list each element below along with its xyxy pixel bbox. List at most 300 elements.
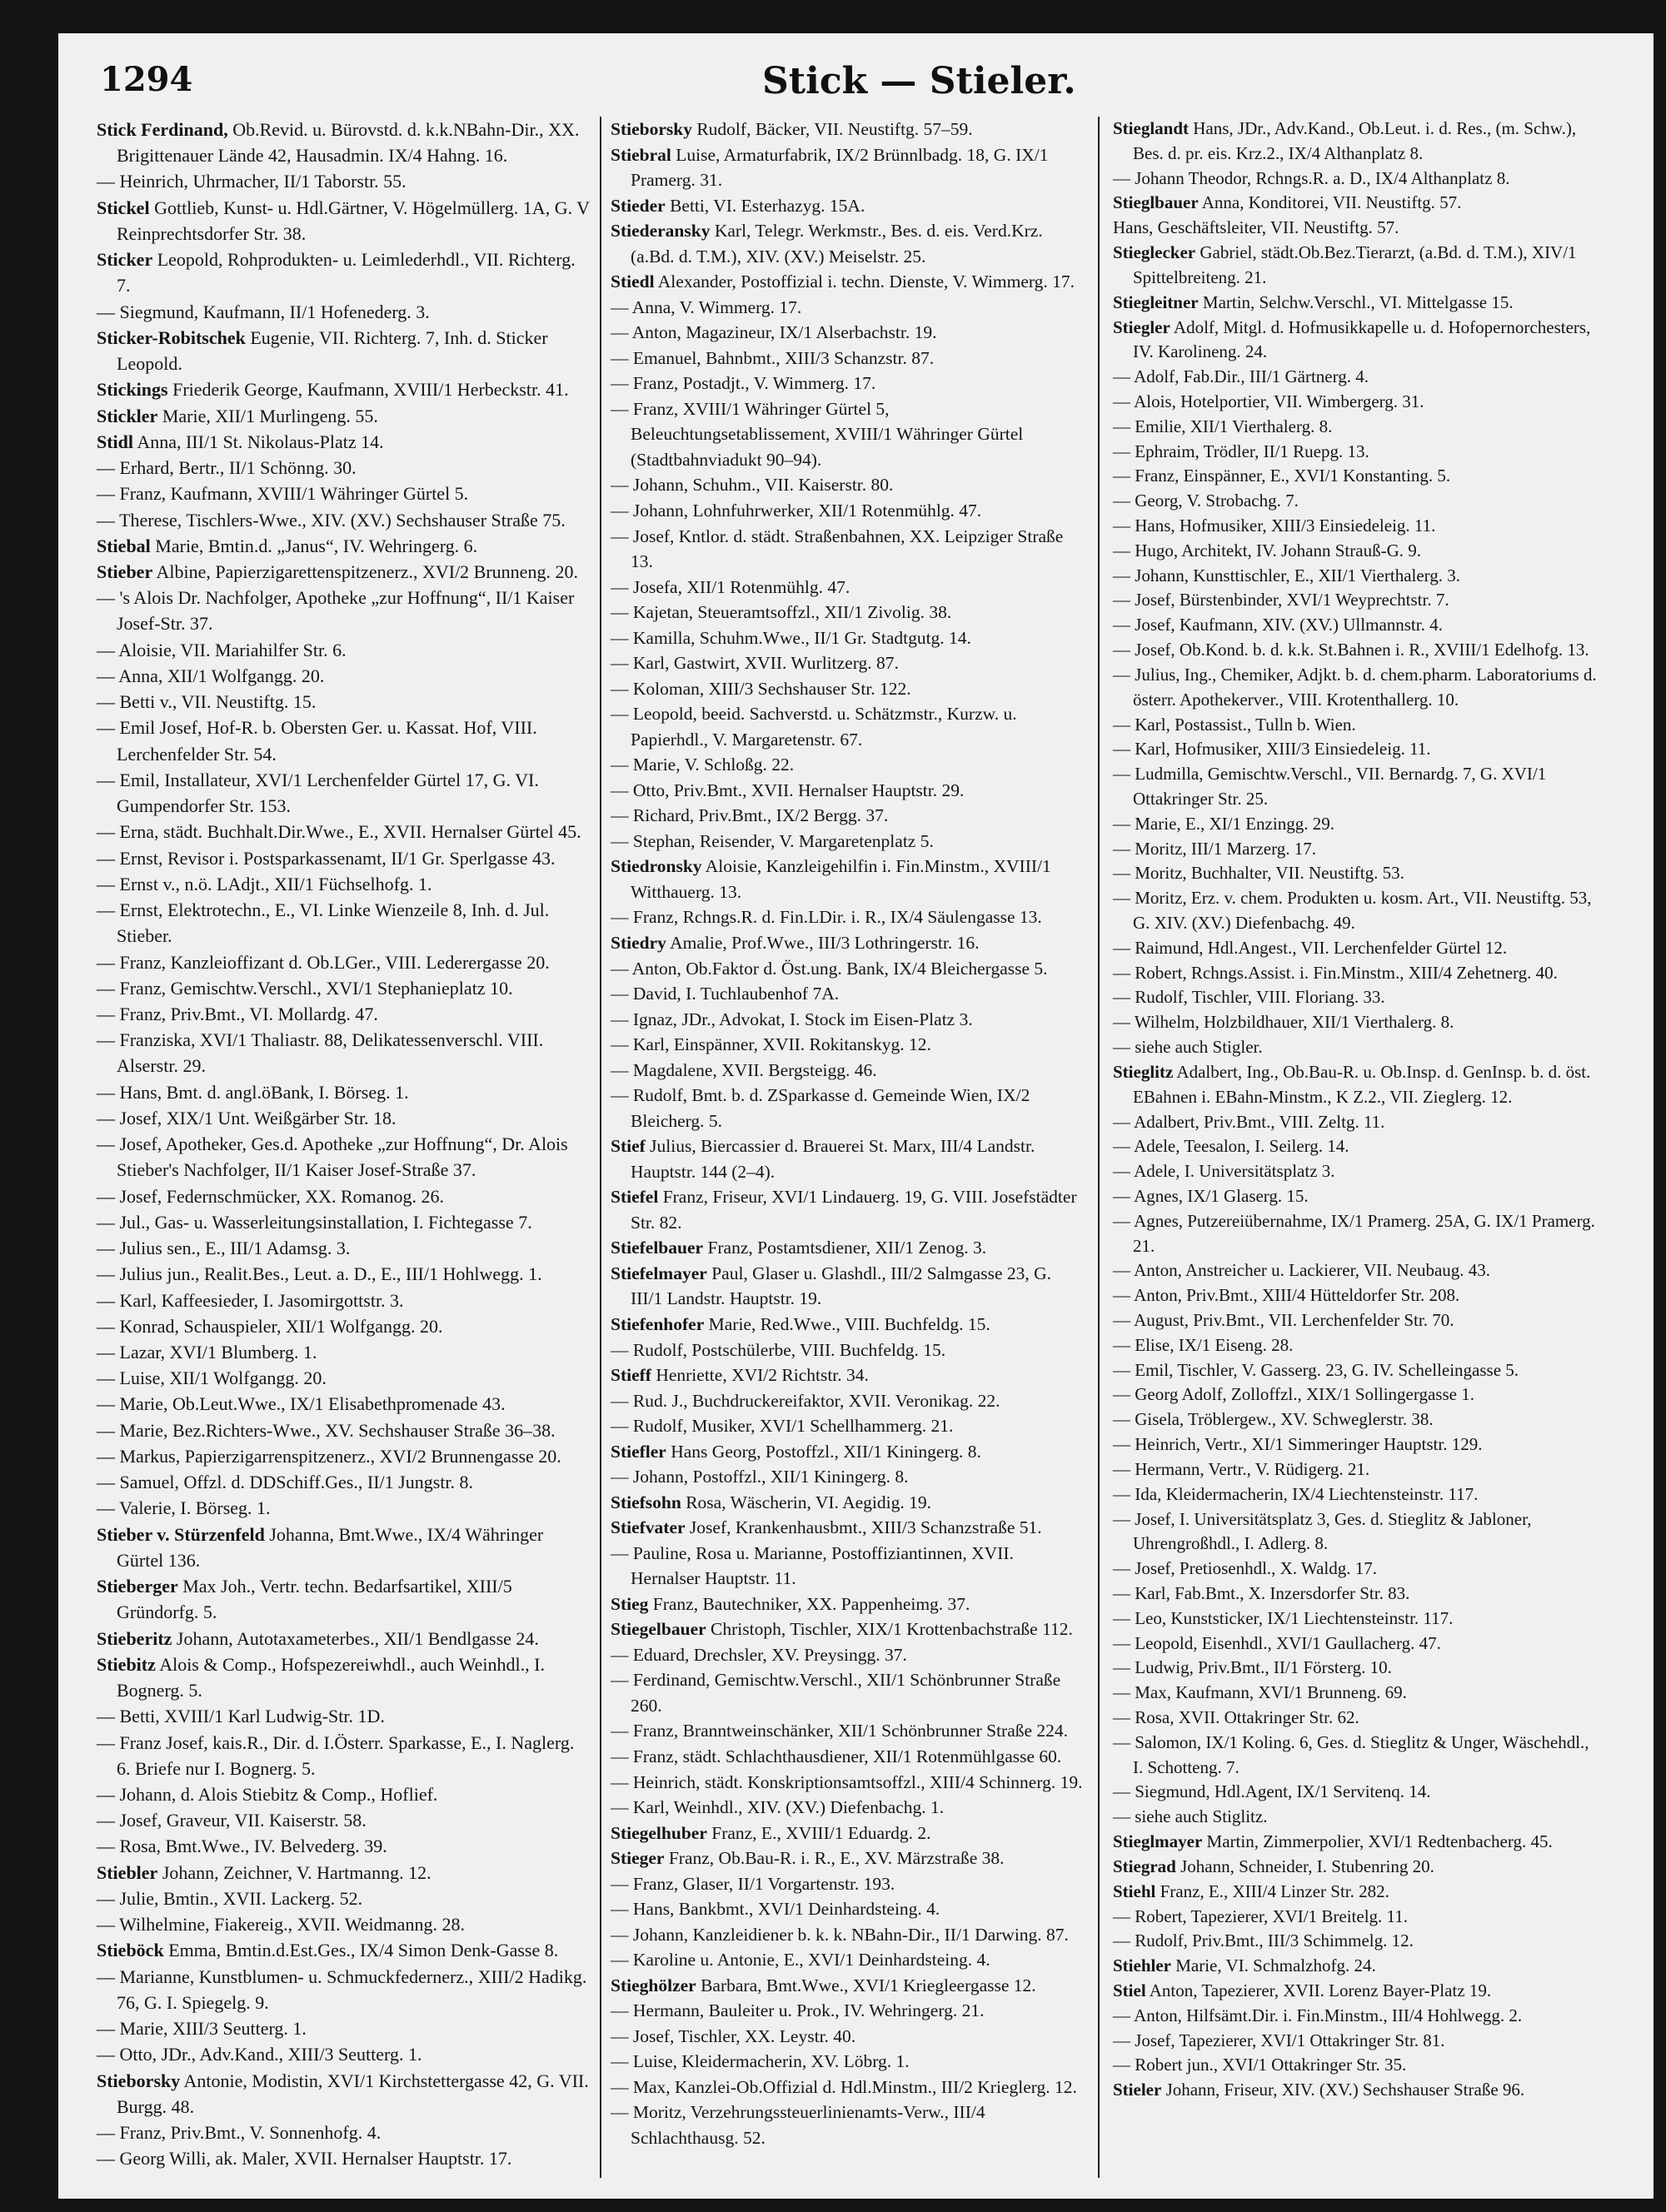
entry-text: — Franz, Gemischtw.Verschl., XVI/1 Stephanieplatz 10. [97, 977, 513, 999]
entry-text: — Betti v., VII. Neustiftg. 15. [97, 691, 317, 713]
entry-text: Marie, Red.Wwe., VIII. Buchfeldg. 15. [708, 1313, 990, 1334]
directory-entry [1113, 1209, 1600, 1259]
entry-text: Johanna, Bmt.Wwe., IX/4 Währinger Gürtel 136. [117, 1523, 544, 1571]
entry-surname: Stieghölzer [611, 1975, 696, 1995]
entry-surname: Sticker [97, 249, 153, 271]
directory-entry [97, 117, 590, 168]
directory-entry [611, 1338, 1087, 1363]
directory-entry [97, 637, 590, 663]
entry-text: Johann, Schneider, I. Stubenring 20. [1180, 1856, 1434, 1876]
entry-text: — Julie, Bmtin., XVII. Lackerg. 52. [97, 1887, 363, 1909]
directory-entry [97, 2015, 590, 2041]
directory-entry [1113, 1582, 1600, 1607]
directory-entry [1113, 1184, 1600, 1209]
directory-entry [611, 1871, 1087, 1897]
entry-surname: Stiefel [611, 1187, 659, 1208]
directory-entry [611, 650, 1087, 676]
entry-text: Eugenie, VII. Richterg. 7, Inh. d. Sticker Leopold. [117, 326, 548, 375]
entry-text: Anton, Tapezierer, XVII. Lorenz Bayer-Platz 19. [1149, 1980, 1492, 2000]
directory-entry [611, 117, 1087, 142]
entry-text: — Wilhelm, Holzbildhauer, XII/1 Vierthalerg. 8. [1113, 1012, 1454, 1033]
entry-text: — Hugo, Architekt, IV. Johann Strauß-G. 9. [1113, 540, 1421, 560]
entry-surname: Stieberitz [97, 1627, 172, 1649]
directory-entry [611, 1235, 1087, 1261]
directory-entry [1113, 1656, 1600, 1681]
directory-entry [1113, 1929, 1600, 1954]
entry-text: — Hans, Bankbmt., XVI/1 Deinhardsteing. 4. [611, 1899, 940, 1920]
directory-entry [1113, 117, 1600, 167]
directory-entry [611, 1464, 1087, 1490]
directory-entry [611, 1312, 1087, 1338]
entry-surname: Stieff [611, 1365, 651, 1386]
directory-entry [611, 930, 1087, 956]
entry-text: Johann, Zeichner, V. Hartmanng. 12. [162, 1861, 431, 1883]
entry-surname: Stiefelbauer [611, 1238, 704, 1258]
entry-text: Franz, Bautechniker, XX. Pappenheimg. 37. [652, 1593, 970, 1614]
entry-text: — Erna, städt. Buchhalt.Dir.Wwe., E., XVII. Hernalser Gürtel 45. [97, 821, 581, 843]
entry-text: — Hermann, Vertr., V. Rüdigerg. 21. [1113, 1458, 1370, 1479]
entry-text: — Hans, Bmt. d. angl.öBank, I. Börseg. 1. [97, 1081, 409, 1103]
directory-entry [1113, 1333, 1600, 1358]
entry-text: — Karl, Gastwirt, XVII. Wurlitzerg. 87. [611, 653, 899, 674]
column-rule [1098, 117, 1100, 2178]
directory-entry [97, 1027, 590, 1079]
entry-text: Max Joh., Vertr. techn. Bedarfsartikel, XIII/5 Gründorfg. 5. [117, 1576, 512, 1623]
entry-text: — Rudolf, Tischler, VIII. Floriang. 33. [1113, 987, 1385, 1008]
directory-entry [1113, 1283, 1600, 1308]
directory-entry [1113, 638, 1600, 663]
entry-text: — Ignaz, JDr., Advokat, I. Stock im Eisen-Platz 3. [611, 1009, 973, 1029]
entry-text: — Moritz, Erz. v. chem. Produkten u. kosm. Art., VII. Neustiftg. 53, G. XIV. (XV.) Diefenbachg. 49. [1113, 888, 1592, 933]
directory-entry [1113, 464, 1600, 489]
entry-text: — Karl, Postassist., Tulln b. Wien. [1113, 714, 1356, 735]
entry-text: — Georg Adolf, Zolloffzl., XIX/1 Sollingergasse 1. [1113, 1384, 1474, 1405]
directory-entry [97, 1235, 590, 1261]
entry-text: — Josef, XIX/1 Unt. Weißgärber Str. 18. [97, 1107, 397, 1128]
directory-entry [611, 1439, 1087, 1465]
directory-entry [1113, 291, 1600, 316]
entry-text: — Rud. J., Buchdruckereifaktor, XVII. Veronikag. 22. [611, 1390, 1000, 1411]
entry-text: — Adolf, Fab.Dir., III/1 Gärtnerg. 4. [1113, 366, 1369, 387]
directory-entry [1113, 2078, 1600, 2103]
entry-text: — Georg Willi, ak. Maler, XVII. Hernalser Hauptstr. 17. [97, 2148, 512, 2170]
entry-text: Amalie, Prof.Wwe., III/3 Lothringerstr. 16. [670, 933, 980, 953]
entry-text: Aloisie, Kanzleigehilfin i. Fin.Minstm., XVIII/1 Witthauerg. 13. [631, 856, 1051, 902]
directory-entry [97, 1365, 590, 1391]
directory-entry [611, 218, 1087, 269]
entry-text: Marie, Bmtin.d. „Janus“, IV. Wehringerg. 6. [155, 535, 478, 556]
entry-surname: Stiegelhuber [611, 1822, 707, 1843]
entry-text: — Franziska, XVI/1 Thaliastr. 88, Delikatessenverschl. VIII. Alserstr. 29. [97, 1029, 544, 1077]
directory-entry [611, 2049, 1087, 2075]
entry-text: — Moritz, III/1 Marzerg. 17. [1113, 838, 1316, 859]
entry-text: — Max, Kanzlei-Ob.Offizial d. Hdl.Minstm., III/2 Krieglerg. 12. [611, 2076, 1077, 2097]
directory-entry [611, 472, 1087, 498]
directory-entry [611, 193, 1087, 219]
entry-surname: Stick Ferdinand, [97, 119, 228, 140]
directory-entry [611, 2024, 1087, 2050]
directory-entry [1113, 1954, 1600, 1979]
entry-text: Rosa, Wäscherin, VI. Aegidig. 19. [686, 1492, 931, 1512]
directory-entry [97, 1522, 590, 1573]
entry-text: Karl, Telegr. Werkmstr., Bes. d. eis. Verd.Krz. (a.Bd. d. T.M.), XIV. (XV.) Meiselstr. 25. [631, 221, 1043, 267]
directory-entry [97, 168, 590, 194]
directory-entry [1113, 1905, 1600, 1930]
directory-entry [97, 325, 590, 376]
directory-column-2 [611, 117, 1087, 2151]
entry-surname: Stiefler [611, 1441, 666, 1462]
directory-entry [97, 845, 590, 871]
entry-text: — Robert, Rchngs.Assist. i. Fin.Minstm., XIII/4 Zehetnerg. 40. [1113, 962, 1558, 983]
directory-entry [611, 1846, 1087, 1871]
entry-surname: Stiefenhofer [611, 1313, 705, 1334]
entry-text: — Emil, Installateur, XVI/1 Lerchenfelder Gürtel 17, G. VI. Gumpendorfer Str. 153. [97, 769, 539, 817]
entry-text: — Anton, Anstreicher u. Lackierer, VII. Neubaug. 43. [1113, 1260, 1491, 1281]
entry-text: Alois & Comp., Hofspezereiwhdl., auch Weinhdl., I. Bognerg. 5. [117, 1653, 545, 1701]
entry-text: — Robert jun., XVI/1 Ottakringer Str. 35. [1113, 2055, 1407, 2075]
entry-text: — Aloisie, VII. Mariahilfer Str. 6. [97, 639, 347, 660]
entry-text: Martin, Zimmerpolier, XVI/1 Redtenbacherg. 45. [1206, 1831, 1553, 1852]
entry-text: — Therese, Tischlers-Wwe., XIV. (XV.) Sechshauser Straße 75. [97, 509, 566, 531]
entry-text: — Josef, Graveur, VII. Kaiserstr. 58. [97, 1810, 367, 1831]
entry-surname: Stieglitz [1113, 1061, 1174, 1082]
entry-text: Paul, Glaser u. Glashdl., III/2 Salmgasse 23, G. III/1 Landstr. Hauptstr. 19. [631, 1263, 1052, 1309]
entry-text: — Kamilla, Schuhm.Wwe., II/1 Gr. Stadtgutg. 14. [611, 627, 971, 648]
directory-entry [97, 871, 590, 897]
entry-text: — Stephan, Reisender, V. Margaretenplatz 5. [611, 830, 934, 851]
entry-surname: Stiel [1113, 1980, 1146, 2000]
directory-entry [611, 1032, 1087, 1058]
entry-text: — Anton, Priv.Bmt., XIII/4 Hütteldorfer Str. 208. [1113, 1285, 1460, 1306]
directory-entry [1113, 1134, 1600, 1159]
directory-entry [97, 1703, 590, 1729]
directory-entry [97, 1937, 590, 1963]
directory-entry [97, 533, 590, 559]
directory-entry [1113, 737, 1600, 762]
entry-text: Antonie, Modistin, XVI/1 Kirchstettergasse 42, G. VII. Burgg. 48. [117, 2070, 589, 2117]
entry-surname: Stieglmayer [1113, 1831, 1203, 1852]
entry-text: Johann, Friseur, XIV. (XV.) Sechshauser Straße 96. [1165, 2080, 1525, 2100]
directory-entry [1113, 588, 1600, 613]
entry-text: — Franz, Branntweinschänker, XII/1 Schönbrunner Straße 224. [611, 1721, 1069, 1741]
entry-surname: Stiefsohn [611, 1492, 681, 1512]
directory-entry [1113, 1632, 1600, 1657]
directory-entry [611, 498, 1087, 524]
directory-entry [1113, 1681, 1600, 1706]
entry-text: — Josef, Federnschmücker, XX. Romanog. 26. [97, 1185, 445, 1207]
entry-text: — Marie, Bez.Richters-Wwe., XV. Sechshauser Straße 36–38. [97, 1419, 556, 1441]
entry-surname: Stiehler [1113, 1955, 1171, 1976]
entry-text: — Franz, Kaufmann, XVIII/1 Währinger Gürtel 5. [97, 483, 469, 505]
entry-surname: Stieglecker [1113, 242, 1196, 263]
directory-entry [97, 403, 590, 429]
entry-text: Franz, Ob.Bau-R. i. R., E., XV. Märzstraße 38. [668, 1848, 1005, 1869]
directory-entry [97, 1313, 590, 1339]
directory-entry [97, 715, 590, 766]
directory-entry [611, 600, 1087, 625]
entry-text: — Julius jun., Realit.Bes., Leut. a. D., E., III/1 Hohlwegg. 1. [97, 1263, 542, 1285]
entry-text: — Franz, Glaser, II/1 Vorgartenstr. 193. [611, 1873, 895, 1894]
entry-text: — siehe auch Stigler. [1113, 1037, 1263, 1058]
entry-text: — Franz, Kanzleioffizant d. Ob.LGer., VIII. Lederergasse 20. [97, 951, 550, 973]
directory-entry [97, 429, 590, 455]
directory-entry [1113, 1110, 1600, 1135]
directory-entry [611, 778, 1087, 804]
directory-entry [97, 1001, 590, 1027]
directory-entry [611, 1388, 1087, 1414]
entry-text: — Josef, Kaufmann, XIV. (XV.) Ullmannstr. 4. [1113, 615, 1443, 635]
entry-text: Anna, Konditorei, VII. Neustiftg. 57. [1201, 192, 1462, 213]
entry-text: — Ephraim, Trödler, II/1 Ruepg. 13. [1113, 441, 1369, 461]
entry-surname: Stiebler [97, 1861, 158, 1883]
entry-text: — Adalbert, Priv.Bmt., VIII. Zeltg. 11. [1113, 1111, 1385, 1132]
directory-entry [611, 676, 1087, 702]
entry-text: — Emanuel, Bahnbmt., XIII/3 Schanzstr. 87. [611, 347, 935, 368]
entry-text: — Rudolf, Bmt. b. d. ZSparkasse d. Gemeinde Wien, IX/2 Bleicherg. 5. [611, 1085, 1030, 1131]
entry-text: — Adele, I. Universitätsplatz 3. [1113, 1161, 1335, 1182]
entry-text: Julius, Biercassier d. Brauerei St. Marx, III/4 Landstr. Hauptstr. 144 (2–4). [631, 1136, 1035, 1182]
directory-entry [1113, 1557, 1600, 1582]
entry-text: — Jul., Gas- u. Wasserleitungsinstallation, I. Fichtegasse 7. [97, 1211, 532, 1233]
directory-entry [611, 346, 1087, 371]
entry-text: Albine, Papierzigarettenspitzenerz., XVI/2 Brunneng. 20. [156, 560, 578, 582]
entry-text: — Anna, XII/1 Wolfgangg. 20. [97, 665, 325, 686]
entry-text: — Anton, Ob.Faktor d. Öst.ung. Bank, IX/4 Bleichergasse 5. [611, 958, 1048, 979]
entry-surname: Stieborsky [97, 2070, 181, 2091]
directory-entry [97, 1391, 590, 1417]
entry-text: — Siegmund, Hdl.Agent, IX/1 Servitenq. 14. [1113, 1781, 1431, 1802]
directory-entry [97, 195, 590, 247]
directory-entry [1113, 440, 1600, 465]
directory-entry [611, 1770, 1087, 1796]
entry-text: — Karl, Fab.Bmt., X. Inzersdorfer Str. 83. [1113, 1582, 1410, 1603]
entry-surname: Stief [611, 1136, 646, 1157]
directory-entry [611, 2100, 1087, 2150]
entry-text: — August, Priv.Bmt., VII. Lerchenfelder Str. 70. [1113, 1310, 1454, 1330]
directory-entry [611, 1821, 1087, 1846]
entry-text: — Marie, V. Schloßg. 22. [611, 755, 795, 775]
directory-entry [611, 1007, 1087, 1033]
directory-entry [611, 371, 1087, 396]
entry-surname: Stieberger [97, 1576, 178, 1597]
entry-text: Gabriel, städt.Ob.Bez.Tierarzt, (a.Bd. d. T.M.), XIV/1 Spittelbreiteng. 21. [1133, 242, 1577, 287]
directory-entry [611, 1058, 1087, 1084]
running-head: Stick — Stieler. [762, 60, 1076, 102]
entry-text: — Karl, Hofmusiker, XIII/3 Einsiedeleig. 11. [1113, 739, 1431, 760]
entry-text: — Rudolf, Postschülerbe, VIII. Buchfeldg. 15. [611, 1339, 946, 1360]
entry-surname: Stieler [1113, 2080, 1162, 2100]
entry-surname: Stiegelbauer [611, 1619, 706, 1640]
directory-entry [611, 2075, 1087, 2100]
directory-entry [97, 1860, 590, 1886]
directory-entry [1113, 1507, 1600, 1557]
directory-entry [1113, 936, 1600, 961]
entry-text: Anna, III/1 St. Nikolaus-Platz 14. [137, 431, 384, 452]
entry-text: Marie, VI. Schmalzhofg. 24. [1175, 1955, 1376, 1976]
directory-entry [611, 854, 1087, 904]
directory-entry [1113, 1830, 1600, 1855]
entry-text: — Betti, XVIII/1 Karl Ludwig-Str. 1D. [97, 1706, 385, 1727]
entry-text: — Erhard, Bertr., II/1 Schönng. 30. [97, 457, 357, 479]
entry-text: — Magdalene, XVII. Bergsteigg. 46. [611, 1059, 877, 1080]
entry-text: — Johann, Postoffzl., XII/1 Kiningerg. 8. [611, 1467, 909, 1487]
directory-entry [97, 1626, 590, 1652]
directory-entry [1113, 837, 1600, 862]
entry-surname: Stieger [611, 1848, 665, 1869]
entry-text: — Josef, Kntlor. d. städt. Straßenbahnen, XX. Leipziger Straße 13. [611, 526, 1064, 572]
entry-text: — Karl, Weinhdl., XIV. (XV.) Diefenbachg. 1. [611, 1797, 945, 1818]
directory-entry [611, 320, 1087, 346]
entry-surname: Stieg [611, 1593, 649, 1614]
directory-entry [97, 1573, 590, 1625]
entry-text: — Ernst v., n.ö. LAdjt., XII/1 Füchselhofg. 1. [97, 873, 432, 894]
entry-text: — Karl, Einspänner, XVII. Rokitanskyg. 12. [611, 1034, 931, 1055]
entry-text: — Ernst, Revisor i. Postsparkassenamt, II/1 Gr. Sperlgasse 43. [97, 847, 556, 869]
entry-text: — Robert, Tapezierer, XVI/1 Breitelg. 11. [1113, 1906, 1408, 1926]
entry-text: — Julius, Ing., Chemiker, Adjkt. b. d. chem.pharm. Laboratoriums d. österr. Apothekerver., VIII. Krotenthallerg. 10. [1113, 664, 1597, 710]
directory-entry [97, 767, 590, 819]
directory-entry [1113, 216, 1600, 241]
entry-text: — David, I. Tuchlaubenhof 7A. [611, 984, 840, 1004]
directory-entry [611, 625, 1087, 651]
directory-entry [97, 689, 590, 715]
directory-entry [1113, 489, 1600, 514]
entry-surname: Stiedl [611, 272, 655, 292]
entry-text: — Koloman, XIII/3 Sechshauser Str. 122. [611, 678, 911, 699]
entry-text: — Anton, Hilfsämt.Dir. i. Fin.Minstm., III/4 Hohlwegg. 2. [1113, 2005, 1523, 2025]
entry-text: — Emil Josef, Hof-R. b. Obersten Ger. u. Kassat. Hof, VIII. Lerchenfelder Str. 54. [97, 717, 537, 765]
directory-entry [611, 1617, 1087, 1642]
entry-text: — Ernst, Elektrotechn., E., VI. Linke Wienzeile 8, Inh. d. Jul. Stieber. [97, 899, 550, 947]
entry-text: — Richard, Priv.Bmt., IX/2 Bergg. 37. [611, 805, 889, 826]
directory-entry [1113, 1407, 1600, 1432]
entry-text: — Karoline u. Antonie, E., XVI/1 Deinhardsteing. 4. [611, 1950, 990, 1970]
column-rule [600, 117, 601, 2178]
entry-text: — Otto, Priv.Bmt., XVII. Hernalser Hauptstr. 29. [611, 780, 965, 800]
directory-entry [611, 1947, 1087, 1973]
entry-text: — Lazar, XVI/1 Blumberg. 1. [97, 1342, 317, 1363]
entry-text: — Johann, Kunsttischler, E., XII/1 Vierthalerg. 3. [1113, 565, 1461, 585]
entry-text: — Franz, Einspänner, E., XVI/1 Konstanting. 5. [1113, 466, 1451, 486]
directory-entry [97, 1417, 590, 1443]
entry-surname: Stiedry [611, 933, 666, 953]
entry-text: Josef, Krankenhausbmt., XIII/3 Schanzstraße 51. [689, 1517, 1042, 1538]
directory-entry [97, 1652, 590, 1703]
directory-entry [611, 1718, 1087, 1744]
directory-entry [97, 507, 590, 533]
entry-text: Emma, Bmtin.d.Est.Ges., IX/4 Simon Denk-Gasse 8. [168, 1940, 559, 1961]
entry-text: — Josef, Ob.Kond. b. d. k.k. St.Bahnen i. R., XVIII/1 Edelhofg. 13. [1113, 640, 1589, 660]
entry-text: — Karl, Kaffeesieder, I. Jasomirgottstr. 3. [97, 1289, 404, 1311]
directory-entry [97, 1833, 590, 1859]
directory-entry [611, 1795, 1087, 1821]
directory-entry [611, 1541, 1087, 1592]
directory-entry [97, 1105, 590, 1131]
directory-entry [611, 1363, 1087, 1388]
entry-text: Hans, Geschäftsleiter, VII. Neustiftg. 57. [1113, 217, 1399, 238]
page-number: 1294 [100, 60, 193, 99]
entry-surname: Sticker-Robitschek [97, 326, 246, 348]
entry-text: — Ludwig, Priv.Bmt., II/1 Försterg. 10. [1113, 1657, 1392, 1678]
entry-surname: Stiegleitner [1113, 291, 1199, 312]
entry-text: Barbara, Bmt.Wwe., XVI/1 Kriegleergasse 12. [701, 1975, 1036, 1995]
directory-entry [611, 1922, 1087, 1948]
entry-text: — Valerie, I. Börseg. 1. [97, 1497, 271, 1519]
directory-entry [97, 1339, 590, 1365]
entry-text: — Luise, Kleidermacherin, XV. Löbrg. 1. [611, 2051, 910, 2072]
directory-entry [1113, 1880, 1600, 1905]
entry-text: — Marie, E., XI/1 Enzingg. 29. [1113, 813, 1334, 834]
directory-entry [611, 524, 1087, 575]
directory-entry [1113, 2004, 1600, 2029]
entry-text: — Franz, XVIII/1 Währinger Gürtel 5, Beleuchtungsetablissement, XVIII/1 Währinger Gürtel (Stadtbahnviadukt 90–94). [611, 398, 1024, 470]
directory-entry [1113, 1607, 1600, 1632]
entry-text: — Heinrich, Vertr., XI/1 Simmeringer Hauptstr. 129. [1113, 1434, 1483, 1455]
directory-entry [1113, 167, 1600, 192]
directory-entry [611, 981, 1087, 1007]
entry-text: — Ludmilla, Gemischtw.Verschl., VII. Bernardg. 7, G. XVI/1 Ottakringer Str. 25. [1113, 764, 1547, 809]
directory-entry [611, 1667, 1087, 1718]
directory-entry [611, 752, 1087, 778]
entry-text: — Franz Josef, kais.R., Dir. d. I.Österr. Sparkasse, E., I. Naglerg. 6. Briefe nur I. Bognerg. 5. [97, 1731, 575, 1779]
entry-text: — Elise, IX/1 Eiseng. 28. [1113, 1334, 1294, 1355]
entry-text: Franz, E., XVIII/1 Eduardg. 2. [711, 1822, 931, 1843]
directory-entry [97, 1183, 590, 1209]
directory-entry [97, 1807, 590, 1833]
entry-surname: Stiefelmayer [611, 1263, 707, 1283]
entry-text: Adalbert, Ing., Ob.Bau-R. u. Ob.Insp. d. GenInsp. b. d. öst. EBahnen i. EBahn-Minstm., K Z.2., VII. Zieglerg. 12. [1133, 1061, 1591, 1107]
directory-entry [97, 1730, 590, 1781]
entry-surname: Stiederansky [611, 221, 711, 242]
directory-entry [611, 1642, 1087, 1668]
entry-text: — Anna, V. Wimmerg. 17. [611, 296, 802, 317]
directory-entry [97, 2068, 590, 2120]
entry-text: — Emilie, XII/1 Vierthalerg. 8. [1113, 416, 1333, 436]
directory-entry [1113, 1805, 1600, 1830]
entry-text: — Rudolf, Musiker, XVI/1 Schellhammerg. 21. [611, 1416, 954, 1437]
entry-text: — Franz, Postadjt., V. Wimmerg. 17. [611, 373, 876, 394]
entry-surname: Stiebal [97, 535, 151, 556]
entry-surname: Stickler [97, 405, 158, 426]
directory-entry [1113, 191, 1600, 216]
entry-text: — Siegmund, Kaufmann, II/1 Hofenederg. 3. [97, 301, 430, 322]
entry-text: — Max, Kaufmann, XVI/1 Brunneng. 69. [1113, 1682, 1407, 1703]
directory-entry [97, 1131, 590, 1183]
entry-text: — Anton, Magazineur, IX/1 Alserbachstr. 19. [611, 322, 937, 343]
entry-surname: Stiegrad [1113, 1856, 1176, 1876]
directory-entry [1113, 514, 1600, 539]
directory-entry [1113, 564, 1600, 589]
directory-entry [1113, 1159, 1600, 1184]
directory-entry [97, 559, 590, 585]
directory-entry [1113, 1706, 1600, 1731]
entry-text: — Johann Theodor, Rchngs.R. a. D., IX/4 Althanplatz 8. [1113, 167, 1510, 188]
directory-entry [97, 2041, 590, 2067]
directory-entry [97, 1781, 590, 1807]
directory-column-1 [97, 117, 590, 2172]
directory-entry [611, 1744, 1087, 1770]
directory-entry [611, 1896, 1087, 1922]
directory-entry [1113, 365, 1600, 390]
entry-text: — Rosa, XVII. Ottakringer Str. 62. [1113, 1707, 1359, 1727]
directory-entry [611, 396, 1087, 473]
directory-entry [97, 376, 590, 402]
entry-text: — Kajetan, Steueramtsoffzl., XII/1 Zivolig. 38. [611, 602, 952, 623]
entry-surname: Stiedronsky [611, 856, 702, 877]
entry-text: — Samuel, Offzl. d. DDSchiff.Ges., II/1 Jungstr. 8. [97, 1472, 473, 1493]
entry-text: — Eduard, Drechsler, XV. Preysingg. 37. [611, 1644, 907, 1665]
directory-entry [97, 1079, 590, 1105]
